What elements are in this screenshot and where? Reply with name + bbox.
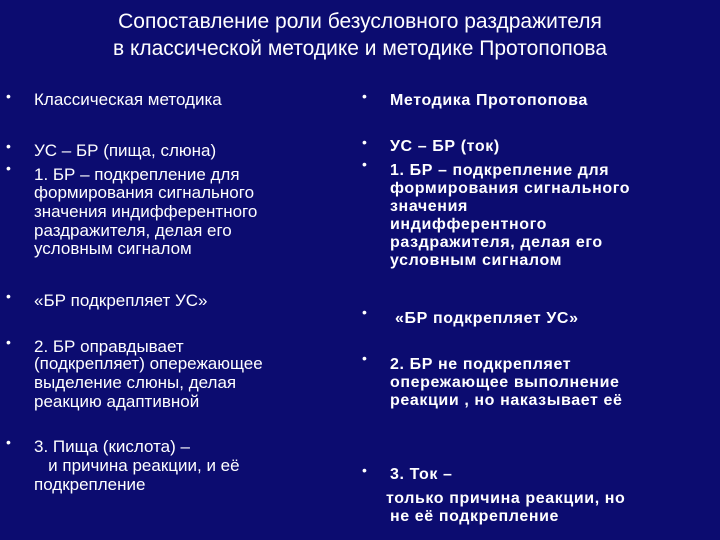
- right-heading: Методика Протопопова: [390, 92, 588, 109]
- right-item-4-line-2: опережающее выполнение: [390, 374, 620, 391]
- right-item-2-line-6: условным сигналом: [390, 252, 563, 269]
- right-item-5-line-2: только причина реакции, но: [386, 490, 626, 507]
- bullet-icon: •: [362, 350, 367, 366]
- left-item-4-line-4: реакцию адаптивной: [34, 392, 200, 411]
- title-line-1: Сопоставление роли безусловного раздражителя: [118, 10, 602, 33]
- left-item-4-line-3: выделение слюны, делая: [34, 373, 237, 392]
- right-item-4-line-3: реакции , но наказывает её: [390, 392, 623, 409]
- left-item-4-line-2: (подкрепляет) опережающее: [34, 354, 263, 373]
- bullet-icon: •: [6, 288, 11, 304]
- bullet-icon: •: [362, 156, 367, 172]
- left-item-2-line-3: значения индифферентного: [34, 202, 258, 221]
- bullet-icon: •: [6, 334, 11, 350]
- left-item-2-line-1: 1. БР – подкрепление для: [34, 165, 240, 184]
- bullet-icon: •: [6, 160, 11, 176]
- bullet-icon: •: [6, 434, 11, 450]
- bullet-icon: •: [362, 304, 367, 320]
- bullet-icon: •: [362, 462, 367, 478]
- right-item-1-text: УС – БР (ток): [390, 138, 500, 155]
- slide-title: [0, 8, 720, 62]
- right-item-5-line-1: 3. Ток –: [390, 466, 453, 483]
- left-item-5-line-2: и причина реакции, и её: [34, 456, 240, 475]
- right-item-4-line-1: 2. БР не подкрепляет: [390, 356, 572, 373]
- bullet-icon: •: [362, 134, 367, 150]
- left-item-4-line-1: 2. БР оправдывает: [34, 337, 184, 356]
- left-item-3-text: «БР подкрепляет УС»: [34, 291, 208, 310]
- right-item-2-line-3: значения: [390, 198, 468, 215]
- bullet-icon: •: [6, 138, 11, 154]
- right-item-3-text: «БР подкрепляет УС»: [390, 310, 579, 327]
- left-item-2-line-4: раздражителя, делая его: [34, 221, 232, 240]
- left-heading: Классическая методика: [34, 90, 222, 109]
- left-item-2-line-5: условным сигналом: [34, 239, 192, 258]
- left-item-5-line-3: подкрепление: [34, 475, 146, 494]
- right-item-5-line-3: не её подкрепление: [390, 508, 560, 525]
- left-item-5-line-1: 3. Пища (кислота) –: [34, 437, 190, 456]
- right-item-2-line-1: 1. БР – подкрепление для: [390, 162, 610, 179]
- right-item-2-line-4: индифферентного: [390, 216, 548, 233]
- bullet-icon: •: [362, 88, 367, 104]
- title-line-2: в классической методике и методике Протопопова: [112, 37, 608, 60]
- left-item-2-line-2: формирования сигнального: [34, 183, 255, 202]
- bullet-icon: •: [6, 88, 11, 104]
- right-item-2-line-5: раздражителя, делая его: [390, 234, 603, 251]
- left-item-1-text: УС – БР (пища, слюна): [34, 141, 217, 160]
- right-item-2-line-2: формирования сигнального: [390, 180, 631, 197]
